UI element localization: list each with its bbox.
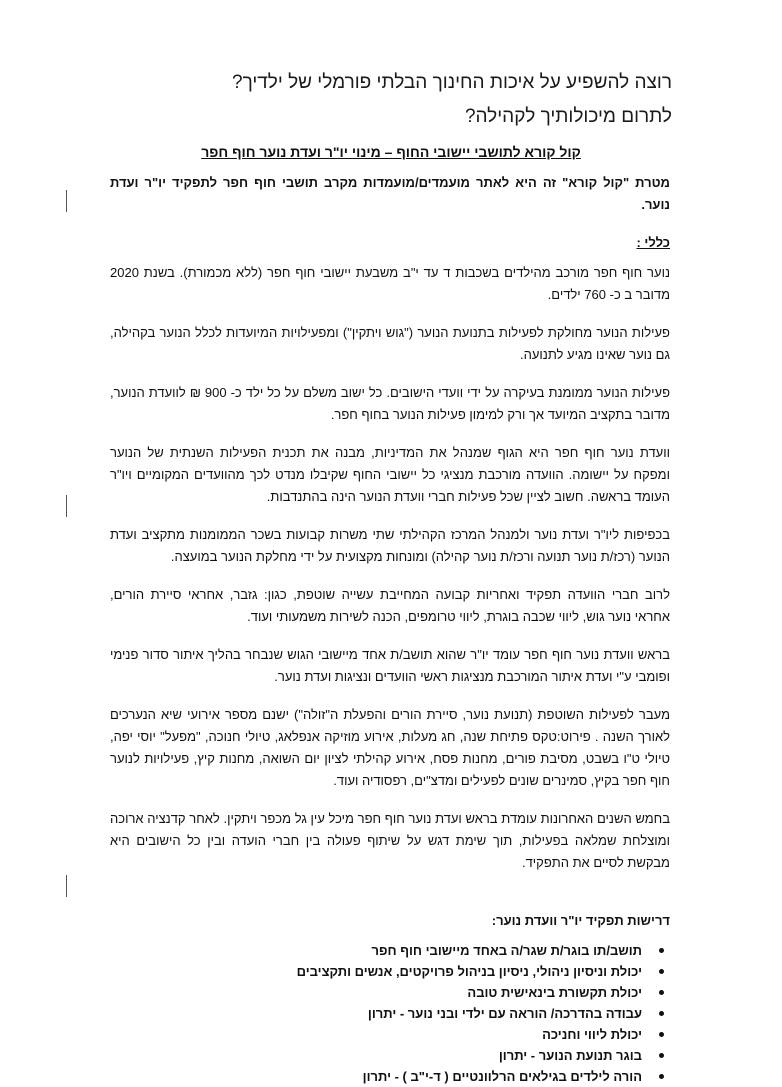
margin-mark — [66, 495, 67, 517]
list-item: בוגר תנועת הנוער - יתרון — [110, 1045, 642, 1066]
intro-paragraph: מטרת "קול קורא" זה היא לאתר מועמדים/מועמדות מקרב תושבי חוף חפר לתפקיד יו"ר ועדת נוער. — [110, 175, 670, 212]
paragraph: בחמש השנים האחרונות עומדת בראש ועדת נוער חוף חפר מיכל עין גל מכפר ויתקין. לאחר קדנציה ארוכה ומוצלחת שמלאה בפעילות, תוך שימת דגש על שיתוף פעולה בין חברי הועדה ובין כל הישובים היא מבקשת לסיים את התפקיד. — [110, 811, 670, 870]
document-body — [110, 172, 670, 1087]
heading-line-1: רוצה להשפיע על איכות החינוך הבלתי פורמלי של ילדיך? — [232, 72, 672, 93]
paragraph: פעילות הנוער ממומנת בעיקרה על ידי וועדי הישובים. כל ישוב משלם על כל ילד כ- 900 ₪ לוועדת הנוער, מדובר בתקציב המיועד אך ורק למימון פעילות הנוער בחוף חפר. — [110, 385, 670, 422]
list-item: תושב/תו בוגר/ת שגר/ה באחד מיישובי חוף חפר — [110, 940, 642, 961]
paragraph: בראש וועדת נוער חוף חפר עומד יו"ר שהוא תושב/ת אחד מיישובי הגוש שנבחר בהליך איתור סדור פנימי ופומבי ע"י ועדת איתור המורכבת מנציגות ראשי הוועדים ונציגות ועדת נוער. — [110, 647, 670, 684]
list-item: יכולת ליווי וחניכה — [110, 1024, 642, 1045]
heading-line-2: לתרום מיכולותיך לקהילה? — [464, 106, 672, 127]
paragraph: מעבר לפעילות השוטפת (תנועת נוער, סיירת הורים והפעלת ה"זולה") ישנם מספר אירועי שיא הנערכים לאורך השנה . פירוט:טקס פתיחת שנה, חג מעלות, אירוע מוזיקה אנפלאג, טיולי חנוכה, "מפעל" יוסי יפה, טיולי ט"ו בשבט, מסיבת פורים, מחנות פסח, אירוע קהילתי לציון יום השואה, מחנות קיץ, פעילויות לנוער חוף חפר בקיץ, סמינרים שונים לפעילים ומדצ"ים, רפסודיה ועוד. — [110, 707, 670, 788]
list-item: הורה לילדים בגילאים הרלוונטיים ( ד-י"ב ) - יתרון — [110, 1066, 642, 1087]
paragraph: בכפיפות ליו"ר ועדת נוער ולמנהל המרכז הקהילתי שתי משרות קבועות בשכר הממומנות מתקציב ועדת הנוער (רכז/ת נוער תנועה ורכז/ת נוער קהילה) ומונחות מקצועית על ידי מחלקת הנוער במועצה. — [110, 527, 670, 564]
list-item: עבודה בהדרכה/ הוראה עם ילדי ובני נוער - יתרון — [110, 1003, 642, 1024]
requirements-list — [110, 940, 670, 1087]
margin-mark — [66, 190, 67, 212]
list-item: יכולת תקשורת בינאישית טובה — [110, 982, 642, 1003]
document-subtitle: קול קורא לתושבי יישובי החוף – מינוי יו"ר ועדת נוער חוף חפר — [201, 144, 581, 160]
paragraph: וועדת נוער חוף חפר היא הגוף שמנהל את המדיניות, מבנה את תכנית הפעילות השנתית של הנוער ומפקח על יישומה. הוועדה מורכבת מנציגי כל יישובי החוף שקיבלו מנדט לכך מהוועדים המקומיים ויו"ר העומד בראשה. חשוב לציין שכל פעילות חברי וועדת הנוער הינה בהתנדבות. — [110, 445, 670, 504]
requirements-title: דרישות תפקיד יו"ר וועדת נוער: — [491, 913, 670, 928]
list-item: יכולת וניסיון ניהולי, ניסיון בניהול פרויקטים, אנשים ותקציבים — [110, 961, 642, 982]
paragraph: פעילות הנוער מחולקת לפעילות בתנועת הנוער ("גוש ויתקין") ומפעילויות המיועדות לכלל הנוער בקהילה, גם נוער שאינו מגיע לתנועה. — [110, 325, 670, 362]
paragraph: נוער חוף חפר מורכב מהילדים בשכבות ד עד י"ב משבעת יישובי חוף חפר (ללא מכמורת). בשנת 2020 מדובר ב כ- 760 ילדים. — [110, 265, 670, 302]
general-section-label: כללי : — [636, 235, 670, 250]
margin-mark — [66, 875, 67, 897]
paragraph: לרוב חברי הוועדה תפקיד ואחריות קבועה המחייבת עשייה שוטפת, כגון: גזבר, אחראי סיירת הורים, אחראי נוער גוש, ליווי שכבה בוגרת, ליווי טרומפים, הכנה לשירות משמעותי ועוד. — [110, 587, 670, 624]
